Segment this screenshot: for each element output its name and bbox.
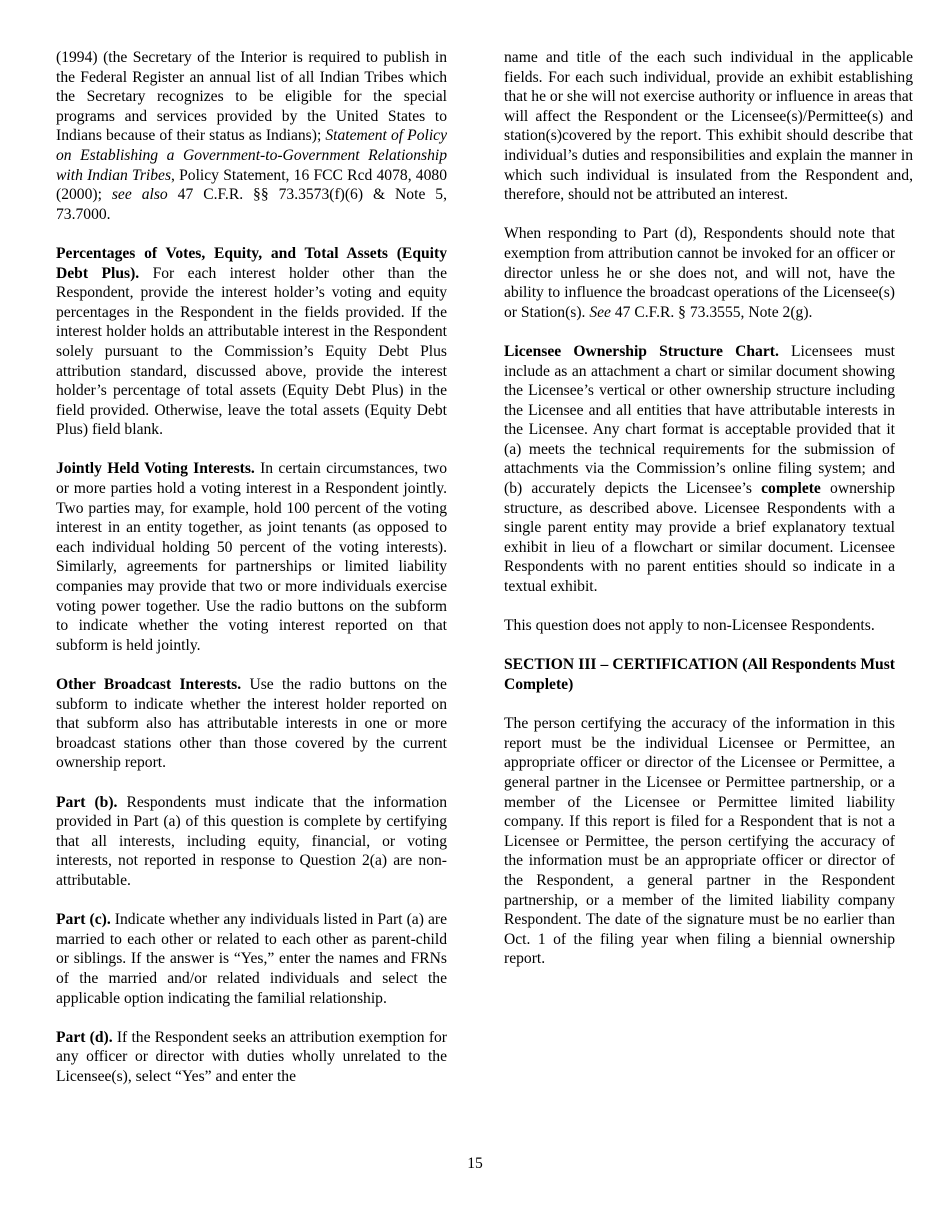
page-number: 15 xyxy=(467,1155,483,1172)
section-heading: Other Broadcast Interests. xyxy=(56,676,242,693)
section-heading: Percentages of Votes, Equity, and Total Assets (Equity Debt Plus). xyxy=(56,244,447,282)
section-heading: Part (d). xyxy=(56,1028,113,1046)
section-heading: Part (b). xyxy=(56,793,118,811)
left-column xyxy=(56,48,447,1106)
paragraph-certification: The person certifying the accuracy of the information in this report must be the individual Licensee or Permittee, an appropriate officer or director of the Licensee or Permittee, a general partner in the Licensee or Permittee partnership, or a member of the Licensee or Permittee limited liability company. If this report is filed for a Respondent that is not a Licensee or Permittee, the person certifying the accuracy of the information must be an appropriate officer or director of the Respondent, a general partner in the Respondent partnership, or a member of the limited liability company Respondent. The date of the signature must be no earlier than Oct. 1 of the filing year when filing a biennial ownership report. xyxy=(504,715,895,968)
right-column xyxy=(504,48,913,989)
paragraph-indian-tribes-citation: (1994) (the Secretary of the Interior is required to publish in the Federal Register an annual list of all Indian Tribes which the Secretary recognizes to be eligible for the special programs and services provided by the United States to Indians because of their status as Indians); Statement of Policy on Establishing a Government-to-Government Relationship with Indian Tribes, Policy Statement, 16 FCC Rcd 4078, 4080 (2000); see also 47 C.F.R. §§ 73.3573(f)(6) & Note 5, 73.7000. xyxy=(56,49,447,223)
section-heading: Part (c). xyxy=(56,911,111,929)
paragraph-attribution-exemption-note: When responding to Part (d), Respondents should note that exemption from attribution cannot be invoked for an officer or director unless he or she does not, and will not, have the ability to influence the broadcast operations of the Licensee(s) or Station(s). See 47 C.F.R. § 73.3555, Note 2(g). xyxy=(504,225,895,321)
paragraph-other-broadcast-interests: Other Broadcast Interests. Use the radio buttons on the subform to indicate whether the interest holder reported on that subform also has attributable interests in one or more broadcast stations other than those covered by the current ownership report. xyxy=(56,676,447,772)
paragraph-part-b: Part (b). Respondents must indicate that the information provided in Part (a) of this question is complete by certifying that all interests, including equity, financial, or voting interests, not reported in response to Question 2(a) are non-attributable. xyxy=(56,793,447,889)
section-iii-heading: SECTION III – CERTIFICATION (All Respondents Must Complete) xyxy=(504,656,895,693)
section-heading: Licensee Ownership Structure Chart. xyxy=(504,342,779,360)
paragraph-part-d: Part (d). If the Respondent seeks an attribution exemption for any officer or director with duties wholly unrelated to the Licensee(s), select “Yes” and enter the xyxy=(56,1028,447,1085)
paragraph-ownership-structure-chart: Licensee Ownership Structure Chart. Licensees must include as an attachment a chart or similar document showing the Licensee’s vertical or other ownership structure including the Licensee and all entities that have attributable interests in the Licensee. Any chart format is acceptable provided that it (a) meets the technical requirements for the submission of attachments via the Commission’s online filing system; and (b) accurately depicts the Licensee’s complete ownership structure, as described above. Licensee Respondents with a single parent entity may provide a brief explanatory textual exhibit in lieu of a flowchart or similar document. Licensee Respondents with no parent entities should so indicate in a textual exhibit. xyxy=(504,342,895,596)
paragraph-part-d-continued: name and title of the each such individual in the applicable fields. For each such individual, provide an exhibit establishing that he or she will not exercise authority or influence in areas that will affect the Respondent or the Licensee(s)/Permittee(s) and station(s)covered by the report. This exhibit should describe that individual’s duties and responsibilities and explain the manner in which such individual is insulated from the Respondent and, therefore, should not be attributed an interest. xyxy=(504,49,913,204)
paragraph-percentages-of-votes: Percentages of Votes, Equity, and Total Assets (Equity Debt Plus). For each interest holder other than the Respondent, provide the interest holder’s voting and equity percentages in the Respondent in the fields provided. If the interest holder holds an attributable interest in the Respondent solely pursuant to the Commission’s Equity Debt Plus attribution standard, discussed above, provide the interest holder’s percentage of total assets (Equity Debt Plus) in the field provided. Otherwise, leave the total assets (Equity Debt Plus) field blank. xyxy=(56,244,448,439)
paragraph-jointly-held-voting: Jointly Held Voting Interests. In certain circumstances, two or more parties hold a voting interest in a Respondent jointly. Two parties may, for example, hold 100 percent of the voting interest in an entity together, as joint tenants (as opposed to each individual holding 50 percent of the voting interests). Similarly, agreements for partnerships or limited liability companies may provide that two or more individuals exercise voting power together. Use the radio buttons on the subform to indicate whether the voting interest reported on that subform is held jointly. xyxy=(56,460,447,654)
paragraph-non-licensee-note: This question does not apply to non-Licensee Respondents. xyxy=(504,617,875,635)
section-heading: Jointly Held Voting Interests. xyxy=(56,460,255,478)
paragraph-part-c: Part (c). Indicate whether any individuals listed in Part (a) are married to each other or related to each other as parent-child or siblings. If the answer is “Yes,” enter the names and FRNs of the married and/or related individuals and select the applicable option indicating the familial relationship. xyxy=(56,911,447,1007)
